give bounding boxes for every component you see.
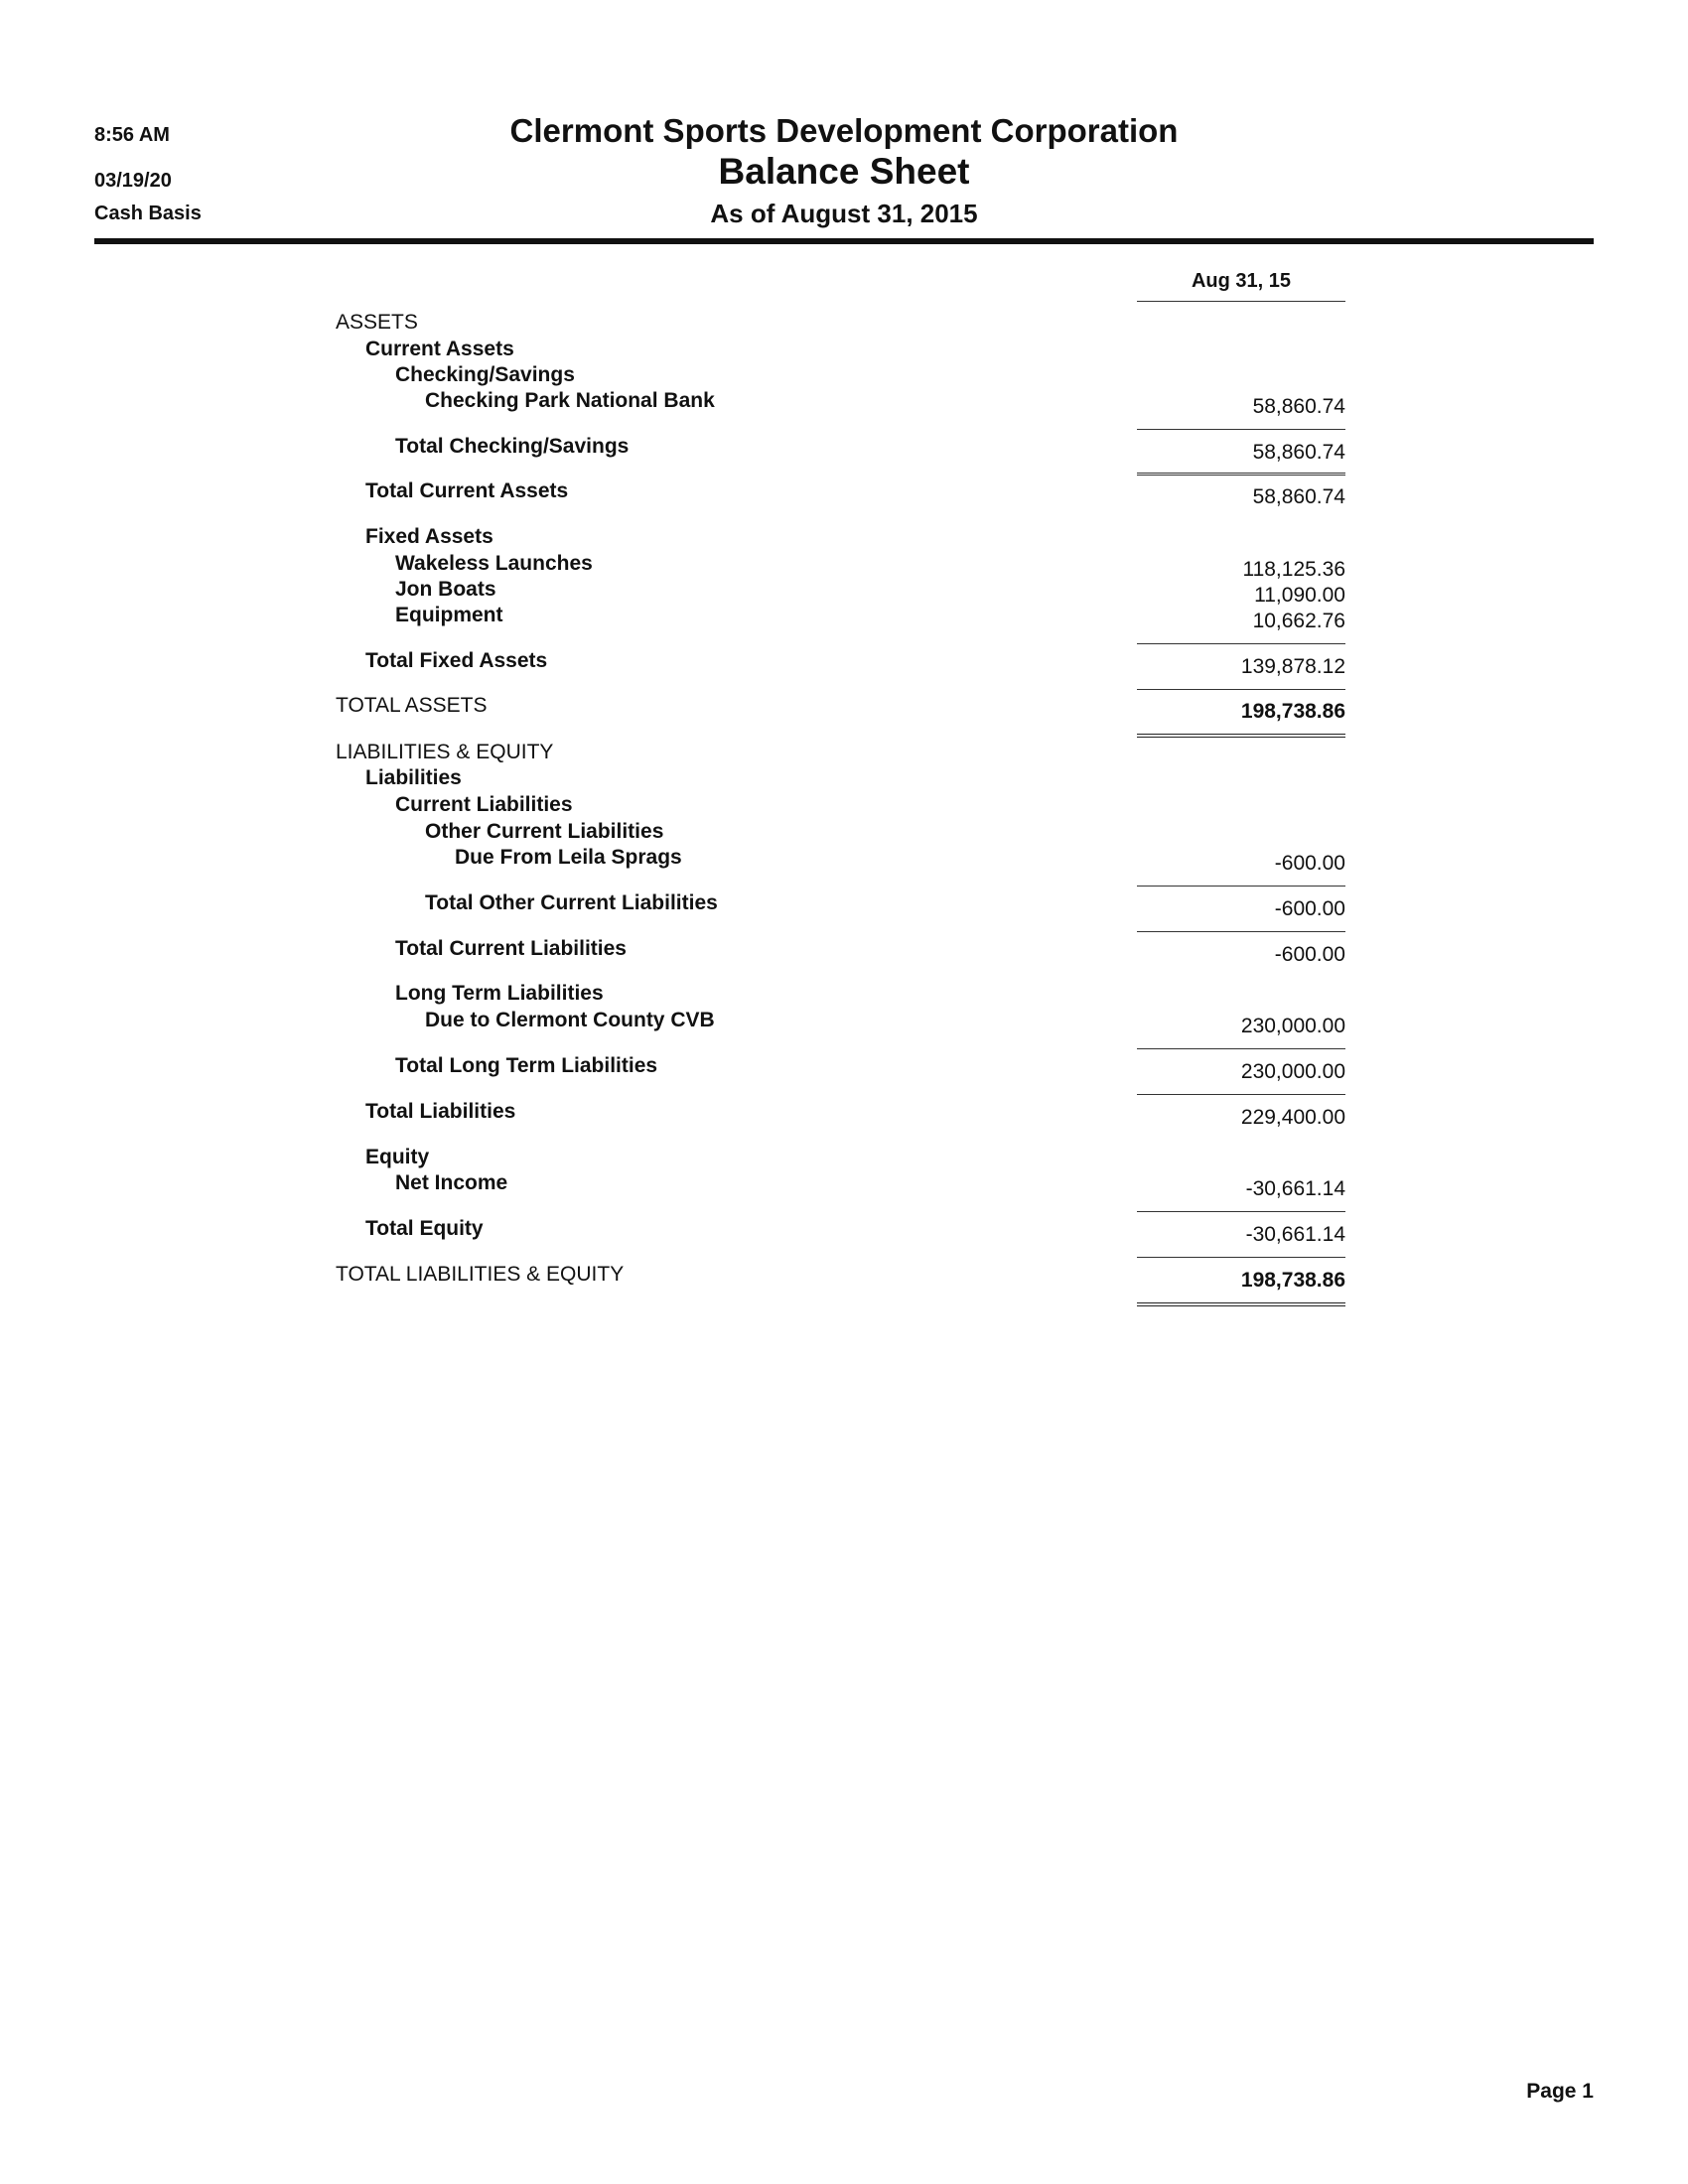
row-amount: 198,738.86	[1240, 700, 1345, 723]
table-row	[0, 479, 1688, 509]
subtotal-rule	[1137, 473, 1345, 474]
row-label: Equipment	[395, 604, 503, 626]
subtotal-rule	[1137, 429, 1345, 430]
row-amount: 11,090.00	[1254, 584, 1345, 607]
row-amount: 58,860.74	[1252, 441, 1345, 464]
subtotal-rule	[1137, 886, 1345, 887]
row-amount: 139,878.12	[1240, 655, 1345, 678]
row-label: Total Checking/Savings	[395, 435, 630, 458]
subtotal-rule	[1137, 1257, 1345, 1258]
row-label: Net Income	[395, 1171, 508, 1194]
table-row	[0, 311, 1688, 341]
table-row	[0, 1054, 1688, 1084]
table-row	[0, 1263, 1688, 1293]
row-label: LIABILITIES & EQUITY	[336, 741, 554, 763]
table-row	[0, 766, 1688, 796]
row-label: ASSETS	[336, 311, 418, 334]
company-name: Clermont Sports Development Corporation	[509, 112, 1179, 149]
total-double-rule	[1137, 1302, 1345, 1306]
row-label: Total Other Current Liabilities	[425, 891, 718, 914]
column-header: Aug 31, 15	[1191, 270, 1292, 292]
table-row	[0, 1171, 1688, 1201]
report-print-date: 03/19/20	[94, 170, 172, 192]
row-label: Current Assets	[365, 338, 514, 360]
report-basis: Cash Basis	[94, 203, 202, 224]
row-label: Other Current Liabilities	[425, 820, 664, 843]
row-label: Liabilities	[365, 766, 462, 789]
row-label: TOTAL ASSETS	[336, 694, 488, 717]
report-title: Balance Sheet	[718, 151, 970, 192]
row-amount: 10,662.76	[1252, 610, 1345, 632]
row-amount: -600.00	[1274, 897, 1345, 920]
row-label: Total Long Term Liabilities	[395, 1054, 658, 1077]
header-divider	[94, 238, 1594, 244]
row-label: Total Fixed Assets	[365, 649, 548, 672]
page-number: Page 1	[1526, 2080, 1594, 2103]
subtotal-rule	[1137, 475, 1345, 476]
row-amount: 229,400.00	[1240, 1106, 1345, 1129]
table-row	[0, 694, 1688, 724]
subtotal-rule	[1137, 931, 1345, 932]
report-time: 8:56 AM	[94, 124, 170, 146]
row-label: Equity	[365, 1146, 430, 1168]
subtotal-rule	[1137, 1094, 1345, 1095]
table-row	[0, 982, 1688, 1012]
table-row	[0, 1100, 1688, 1130]
subtotal-rule	[1137, 1048, 1345, 1049]
row-label: Total Liabilities	[365, 1100, 516, 1123]
table-row	[0, 604, 1688, 633]
subtotal-rule	[1137, 643, 1345, 644]
table-row	[0, 793, 1688, 823]
row-label: Long Term Liabilities	[395, 982, 604, 1005]
row-amount: 230,000.00	[1240, 1015, 1345, 1037]
table-row	[0, 525, 1688, 555]
subtotal-rule	[1137, 689, 1345, 690]
row-label: Jon Boats	[395, 578, 496, 601]
table-row	[0, 891, 1688, 921]
table-row	[0, 435, 1688, 465]
row-label: Fixed Assets	[365, 525, 493, 548]
subtotal-rule	[1137, 1211, 1345, 1212]
row-amount: 118,125.36	[1242, 558, 1345, 581]
row-label: Checking Park National Bank	[425, 389, 715, 412]
row-amount: 58,860.74	[1252, 485, 1345, 508]
row-amount: 230,000.00	[1240, 1060, 1345, 1083]
row-label: Due From Leila Sprags	[455, 846, 682, 869]
table-row	[0, 1009, 1688, 1038]
row-amount: -30,661.14	[1245, 1177, 1345, 1200]
row-label: TOTAL LIABILITIES & EQUITY	[336, 1263, 625, 1286]
row-label: Total Current Assets	[365, 479, 569, 502]
table-row	[0, 846, 1688, 876]
report-as-of-date: As of August 31, 2015	[710, 199, 978, 228]
row-amount: -600.00	[1274, 943, 1345, 966]
row-label: Total Equity	[365, 1217, 484, 1240]
total-double-rule	[1137, 734, 1345, 738]
row-amount: 58,860.74	[1252, 395, 1345, 418]
row-label: Total Current Liabilities	[395, 937, 627, 960]
column-header-rule	[1137, 301, 1345, 302]
table-row	[0, 937, 1688, 967]
row-amount: -600.00	[1274, 852, 1345, 875]
row-label: Wakeless Launches	[395, 552, 593, 575]
table-row	[0, 389, 1688, 419]
table-row	[0, 1217, 1688, 1247]
row-label: Current Liabilities	[395, 793, 573, 816]
row-label: Due to Clermont County CVB	[425, 1009, 715, 1031]
row-amount: -30,661.14	[1245, 1223, 1345, 1246]
row-label: Checking/Savings	[395, 363, 575, 386]
table-row	[0, 649, 1688, 679]
row-amount: 198,738.86	[1240, 1269, 1345, 1292]
